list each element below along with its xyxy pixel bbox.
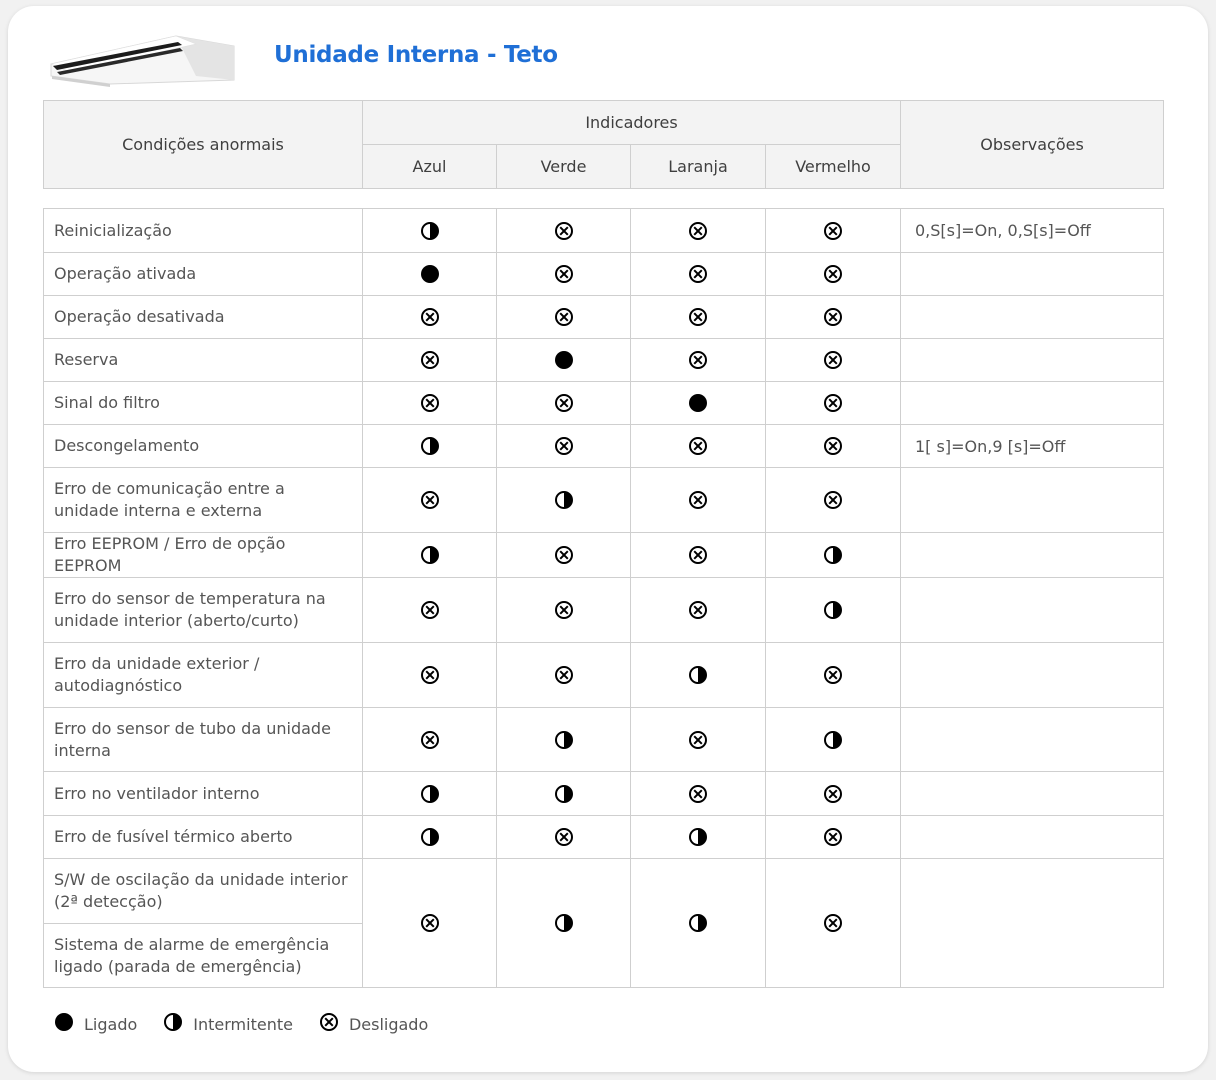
indicator-cell	[766, 533, 901, 578]
indicator-cell	[766, 708, 901, 772]
indicator-cell	[363, 816, 497, 859]
observation-cell	[901, 296, 1164, 339]
observation-cell	[901, 339, 1164, 382]
led-off-icon	[823, 350, 843, 369]
indicator-cell	[363, 533, 497, 578]
led-off-icon	[554, 545, 574, 564]
led-blink-icon	[823, 545, 843, 564]
indicator-cell	[766, 859, 901, 988]
indicator-cell	[497, 382, 631, 425]
indicator-cell	[497, 253, 631, 296]
indicator-cell	[363, 339, 497, 382]
observation-cell	[901, 816, 1164, 859]
indicator-cell	[766, 253, 901, 296]
led-blink-icon	[823, 729, 843, 748]
indicator-cell	[631, 643, 766, 708]
led-off-icon	[688, 490, 708, 509]
led-off-icon	[554, 436, 574, 455]
led-off-icon	[420, 490, 440, 509]
led-off-icon	[420, 600, 440, 619]
header-color-blue: Azul	[363, 145, 497, 189]
led-off-icon	[823, 264, 843, 283]
table-row	[44, 468, 1164, 533]
ceiling-unit-image	[48, 34, 236, 88]
led-blink-icon	[554, 783, 574, 802]
indicator-cell	[631, 816, 766, 859]
led-blink-icon	[823, 600, 843, 619]
led-blink-icon	[688, 913, 708, 932]
indicator-cell	[766, 468, 901, 533]
condition-cell: Erro de comunicação entre a unidade interna e externa	[44, 468, 363, 533]
legend-label: Intermitente	[193, 1014, 293, 1034]
observation-cell	[901, 382, 1164, 425]
led-off-icon	[420, 729, 440, 748]
led-off-icon	[823, 436, 843, 455]
led-off-icon	[688, 600, 708, 619]
legend-label: Desligado	[348, 1014, 429, 1034]
header-color-orange: Laranja	[631, 145, 766, 189]
led-blink-icon	[554, 729, 574, 748]
led-blink-icon	[554, 490, 574, 509]
indicator-cell	[363, 643, 497, 708]
indicator-cell	[363, 425, 497, 468]
indicator-cell	[766, 296, 901, 339]
led-off-icon	[420, 393, 440, 412]
indicator-cell	[363, 772, 497, 816]
indicator-cell	[766, 382, 901, 425]
led-off-icon	[688, 307, 708, 326]
indicator-cell	[497, 643, 631, 708]
led-off-icon	[823, 913, 843, 932]
indicator-cell	[631, 425, 766, 468]
led-off-icon	[688, 545, 708, 564]
header-observations: Observações	[901, 101, 1164, 189]
condition-cell: Erro EEPROM / Erro de opção EEPROM	[44, 533, 363, 578]
condition-cell: Erro no ventilador interno	[44, 772, 363, 816]
observation-cell	[901, 772, 1164, 816]
page-title: Unidade Interna - Teto	[274, 42, 558, 68]
led-off-icon	[420, 350, 440, 369]
led-blink-icon	[688, 827, 708, 846]
indicator-cell	[766, 643, 901, 708]
led-blink-icon	[688, 665, 708, 684]
led-off-icon	[554, 600, 574, 619]
indicator-cell	[766, 578, 901, 643]
led-on-icon	[54, 1012, 84, 1036]
indicator-cell	[363, 708, 497, 772]
condition-cell: Erro de fusível térmico aberto	[44, 816, 363, 859]
led-blink-icon	[163, 1012, 193, 1036]
indicator-cell	[631, 382, 766, 425]
indicator-cell	[766, 425, 901, 468]
table-row	[44, 209, 1164, 253]
legend-label: Ligado	[84, 1014, 138, 1034]
indicator-cell	[766, 772, 901, 816]
observation-cell: 1[ s]=On,9 [s]=Off	[901, 425, 1164, 468]
indicator-cell	[631, 578, 766, 643]
indicator-cell	[631, 772, 766, 816]
observation-cell	[901, 578, 1164, 643]
led-off-icon	[420, 913, 440, 932]
indicator-cell	[363, 209, 497, 253]
condition-cell: S/W de oscilação da unidade interior (2ª detecção)	[44, 859, 363, 924]
observation-cell: 0,S[s]=On, 0,S[s]=Off	[901, 209, 1164, 253]
observation-cell	[901, 643, 1164, 708]
led-off-icon	[688, 350, 708, 369]
indicator-cell	[631, 533, 766, 578]
legend	[54, 1012, 454, 1036]
condition-cell: Reserva	[44, 339, 363, 382]
led-off-icon	[420, 665, 440, 684]
led-off-icon	[688, 220, 708, 239]
indicator-cell	[497, 533, 631, 578]
indicator-cell	[363, 859, 497, 988]
header-color-red: Vermelho	[766, 145, 901, 189]
header-indicators: Indicadores	[363, 101, 901, 145]
indicator-cell	[497, 425, 631, 468]
table-row	[44, 425, 1164, 468]
indicator-cell	[497, 708, 631, 772]
led-off-icon	[823, 307, 843, 326]
table-row	[44, 772, 1164, 816]
condition-cell: Sistema de alarme de emergência ligado (parada de emergência)	[44, 924, 363, 988]
indicator-cell	[497, 296, 631, 339]
condition-cell: Erro do sensor de temperatura na unidade interior (aberto/curto)	[44, 578, 363, 643]
indicator-cell	[631, 859, 766, 988]
led-off-icon	[319, 1012, 349, 1036]
led-off-icon	[554, 393, 574, 412]
indicator-cell	[497, 772, 631, 816]
indicator-cell	[631, 253, 766, 296]
condition-cell: Erro da unidade exterior / autodiagnóstico	[44, 643, 363, 708]
table-row	[44, 859, 1164, 924]
indicator-cell	[631, 339, 766, 382]
led-off-icon	[554, 665, 574, 684]
indicator-cell	[766, 209, 901, 253]
conditions-table	[43, 208, 1164, 988]
table-row	[44, 296, 1164, 339]
led-off-icon	[823, 783, 843, 802]
header-conditions: Condições anormais	[44, 101, 363, 189]
condition-cell: Sinal do filtro	[44, 382, 363, 425]
table-row	[44, 533, 1164, 578]
indicator-cell	[766, 339, 901, 382]
table-row	[44, 643, 1164, 708]
led-on-icon	[688, 393, 708, 412]
led-off-icon	[823, 827, 843, 846]
observation-cell	[901, 533, 1164, 578]
led-blink-icon	[420, 827, 440, 846]
condition-cell: Operação desativada	[44, 296, 363, 339]
led-off-icon	[823, 220, 843, 239]
observation-cell	[901, 708, 1164, 772]
indicator-cell	[363, 296, 497, 339]
led-off-icon	[688, 436, 708, 455]
led-off-icon	[554, 220, 574, 239]
indicator-cell	[497, 339, 631, 382]
indicator-cell	[497, 859, 631, 988]
legend-item-on	[54, 1012, 137, 1036]
indicator-cell	[497, 578, 631, 643]
led-blink-icon	[420, 545, 440, 564]
observation-cell	[901, 253, 1164, 296]
indicator-cell	[363, 578, 497, 643]
condition-cell: Reinicialização	[44, 209, 363, 253]
condition-cell: Erro do sensor de tubo da unidade interna	[44, 708, 363, 772]
led-blink-icon	[420, 783, 440, 802]
indicator-cell	[497, 816, 631, 859]
indicator-cell	[631, 209, 766, 253]
indicator-cell	[363, 382, 497, 425]
indicator-cell	[363, 253, 497, 296]
table-row	[44, 708, 1164, 772]
led-off-icon	[554, 827, 574, 846]
table-row	[44, 382, 1164, 425]
led-off-icon	[554, 307, 574, 326]
legend-item-blink	[163, 1012, 293, 1036]
led-off-icon	[823, 393, 843, 412]
led-off-icon	[688, 783, 708, 802]
condition-cell: Descongelamento	[44, 425, 363, 468]
observation-cell	[901, 859, 1164, 988]
indicator-cell	[497, 209, 631, 253]
led-blink-icon	[420, 220, 440, 239]
led-on-icon	[420, 264, 440, 283]
led-off-icon	[688, 264, 708, 283]
table-row	[44, 253, 1164, 296]
indicator-cell	[631, 296, 766, 339]
table-row	[44, 339, 1164, 382]
condition-cell: Operação ativada	[44, 253, 363, 296]
header-color-green: Verde	[497, 145, 631, 189]
indicator-cell	[766, 816, 901, 859]
indicator-cell	[631, 708, 766, 772]
observation-cell	[901, 468, 1164, 533]
led-off-icon	[823, 665, 843, 684]
legend-item-off	[319, 1012, 428, 1036]
table-header	[43, 100, 1164, 189]
indicator-cell	[497, 468, 631, 533]
led-off-icon	[554, 264, 574, 283]
led-blink-icon	[420, 436, 440, 455]
led-off-icon	[420, 307, 440, 326]
indicator-cell	[363, 468, 497, 533]
led-off-icon	[688, 729, 708, 748]
table-row	[44, 578, 1164, 643]
led-off-icon	[823, 490, 843, 509]
indicator-cell	[631, 468, 766, 533]
led-blink-icon	[554, 913, 574, 932]
table-row	[44, 816, 1164, 859]
led-on-icon	[554, 350, 574, 369]
